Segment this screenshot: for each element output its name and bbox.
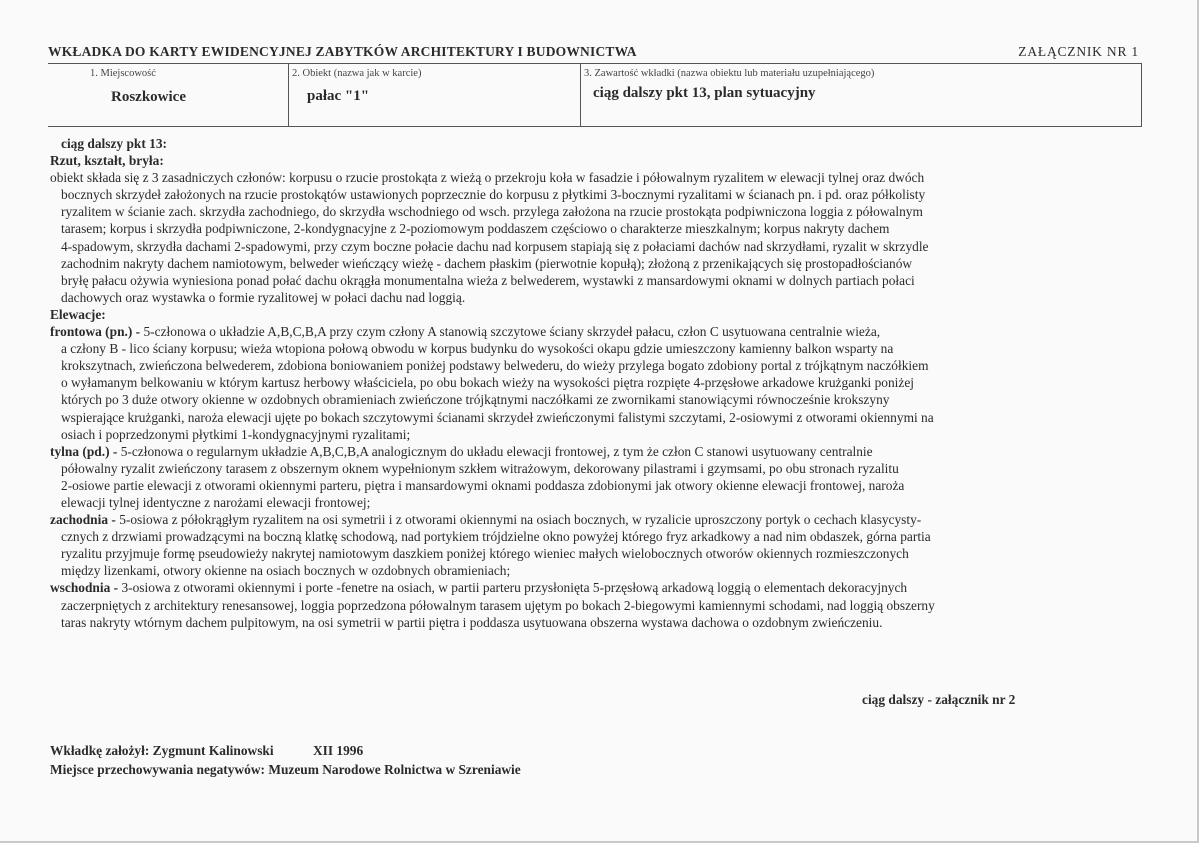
card-footer <box>50 741 521 779</box>
text-line: osiach i poprzedzonymi płytkimi 1-kondygnacyjnymi ryzalitami; <box>61 426 411 442</box>
shape-section-title: Rzut, kształt, bryła: <box>50 153 164 169</box>
content-value: ciąg dalszy pkt 13, plan sytuacyjny <box>593 85 816 101</box>
text-line: a człony B - lico ściany korpusu; wieża wtopiona połową obwodu w korpus budynku do wysokości okapu gdzie umieszczony kamienny balkon wsparty na <box>61 341 894 357</box>
text-line: 2-osiowe partie elewacji z otworami okiennymi parteru, piętra i mansardowymi oknami poddasza zdobionymi jak otwory okienne elewacji frontowej, naroża <box>61 477 905 493</box>
locality-value: Roszkowice <box>111 89 186 105</box>
text-line: półowalny ryzalit zwieńczony tarasem z obszernym oknem wypełnionym szkłem witrażowym, dekorowany pilastrami i gzymsami, po obu stronach ryzalitu <box>61 460 899 476</box>
text-line: taras nakryty wtórnym dachem pulpitowym, na osi symetrii w partii piętra i poddasza usytuowana obszerna wystawa dachowa o ozdobnym zwieńczeniu. <box>61 614 883 630</box>
west-elevation-paragraph <box>50 511 1140 579</box>
content-label: 3. Zawartość wkładki (nazwa obiektu lub materiału uzupełniającego) <box>584 68 875 79</box>
object-cell <box>288 64 581 126</box>
text-line: 5-osiowa z półokrągłym ryzalitem na osi symetrii i z otworami okiennymi na osiach bocznych, w ryzalicie uproszczony portyk o cechach klasycysty- <box>115 512 922 528</box>
text-line: których po 3 duże otwory okienne w ozdobnych obramieniach zwieńczone trójkątnymi naczółkami ze zwornikami stanowiącymi równocześnie krokszyny <box>61 392 890 408</box>
author-label: Wkładkę założył: <box>50 743 150 758</box>
text-line: wspierające krużganki, naroża elewacji ujęte po bokach szczytowymi ścianami skrzydeł zwieńczonymi falistymi szczytami, 2-osiowymi z otworami okiennymi na <box>61 409 934 425</box>
annex-number: ZAŁĄCZNIK NR 1 <box>1018 44 1139 59</box>
text-line: 3-osiowa z otworami okiennymi i porte -fenetre na osiach, w partii parteru przysłonięta 5-przęsłową arkadową loggią o elementach dekoracyjnych <box>118 580 908 596</box>
text-line: bocznych skrzydeł założonych na rzucie prostokątów ustawionych poprzecznie do korpusu z płytkimi 3-bocznymi ryzalitami w ścianach pn. i pd. oraz półkolisty <box>61 187 926 203</box>
text-line: 4-spadowym, skrzydła dachami 2-spadowymi, przy czym boczne połacie dachu nad korpusem stapiają się z połaciami dachów nad skrzydłami, ryzalit w skrzydle <box>61 238 929 254</box>
text-line: ryzalitem w ścianie zach. skrzydła zachodniego, do skrzydła wschodniego od wsch. przylega założona na rzucie prostokąta podpiwniczona loggia z półowalnym <box>61 204 923 220</box>
author-name: Zygmunt Kalinowski <box>152 743 274 758</box>
text-line: tarasem; korpus i skrzydła podpiwniczone, 2-kondygnacyjne z 2-poziomowym poddaszem częściowo o charakterze mieszkalnym; korpus nakryty dachem <box>61 221 890 237</box>
object-label: 2. Obiekt (nazwa jak w karcie) <box>292 68 422 79</box>
description-body <box>50 135 1140 631</box>
rear-elevation-label: tylna (pd.) - <box>50 443 118 459</box>
locality-label: 1. Miejscowość <box>90 68 156 79</box>
card-title: WKŁADKA DO KARTY EWIDENCYJNEJ ZABYTKÓW ARCHITEKTURY I BUDOWNICTWA <box>48 44 637 59</box>
identification-box <box>48 63 1142 127</box>
content-cell <box>580 64 1142 126</box>
text-line: elewacji tylnej identyczne z narożami elewacji frontowej; <box>61 494 371 510</box>
negatives-label: Miejsce przechowywania negatywów: <box>50 762 265 777</box>
west-elevation-label: zachodnia - <box>50 512 116 528</box>
text-line: cznych z drzwiami prowadzącymi na boczną klatkę schodową, nad portykiem trójdzielne okno powyżej którego fryz arkadkowy a nad nim obdaszek, górna partia <box>61 529 931 545</box>
text-line: 5-członowa o układzie A,B,C,B,A przy czym człony A stanowią szczytowe ściany skrzydeł pałacu, człon C usytuowana centralnie wieża, <box>140 324 881 340</box>
continuation-heading: ciąg dalszy pkt 13: <box>61 136 168 151</box>
text-line: zaczerpniętych z architektury renesansowej, loggia poprzedzona półowalnym tarasem ujętym po bokach 2-biegowymi kamiennymi schodami, nad loggią obszerny <box>61 597 935 613</box>
negatives-location: Muzeum Narodowe Rolnictwa w Szreniawie <box>268 762 521 777</box>
rear-elevation-paragraph <box>50 443 1140 511</box>
text-line: zachodnim nakryty dachem namiotowym, belweder wieńczący wieżę - dachem płaskim (pierwotnie kopułą); złożoną z przenikających się prostopadłościanów <box>61 255 913 271</box>
front-elevation-label: frontowa (pn.) - <box>50 324 141 340</box>
text-line: 5-członowa o regularnym układzie A,B,C,B,A analogicznym do układu elewacji frontowej, z tym że człon C stanowi usytuowany centralnie <box>117 443 873 459</box>
elevations-section-title: Elewacje: <box>50 306 106 322</box>
text-line: między lizenkami, otwory okienne na osiach bocznych w ozdobnych obramieniach; <box>61 563 511 579</box>
east-elevation-label: wschodnia - <box>50 580 119 596</box>
insert-date: XII 1996 <box>312 743 364 758</box>
object-value: pałac "1" <box>307 88 370 104</box>
east-elevation-paragraph <box>50 579 1140 630</box>
text-line: obiekt składa się z 3 zasadniczych członów: korpusu o rzucie prostokąta z wieżą o przekroju koła w fasadzie i półowalnym ryzalitem w elewacji tylnej oraz dwóch <box>50 170 925 186</box>
continued-note: ciąg dalszy - załącznik nr 2 <box>862 692 1016 707</box>
text-line: bryłę pałacu ożywia wyniesiona ponad połać dachu okrągła monumentalna wieża z belwederem, wystawki z mansardowymi oknami w dolnych partiach połaci <box>61 272 915 288</box>
shape-paragraph <box>50 169 1140 306</box>
text-line: o wyłamanym belkowaniu w którym kartusz herbowy właściciela, po obu bokach wieży na wysokości piętra rozpięte 4-przęsłowe arkadowe krużganki poniżej <box>61 375 915 391</box>
text-line: ryzalitu przyjmuje formę pseudowieży nakrytej namiotowym daszkiem poniżej którego wieniec małych wielobocznych otworów okiennych rozmieszczonych <box>61 546 909 562</box>
text-line: dachowych oraz wystawka o formie ryzalitowej w połaci dachu nad loggią. <box>61 289 466 305</box>
text-line: krokszytnach, zwieńczona belwederem, zdobiona boniowaniem poniżej podstawy belwederu, do wieży przylega bogato zdobiony portal z trójkątnym naczółkiem <box>61 358 929 374</box>
locality-cell <box>48 64 288 126</box>
front-elevation-paragraph <box>50 323 1140 443</box>
